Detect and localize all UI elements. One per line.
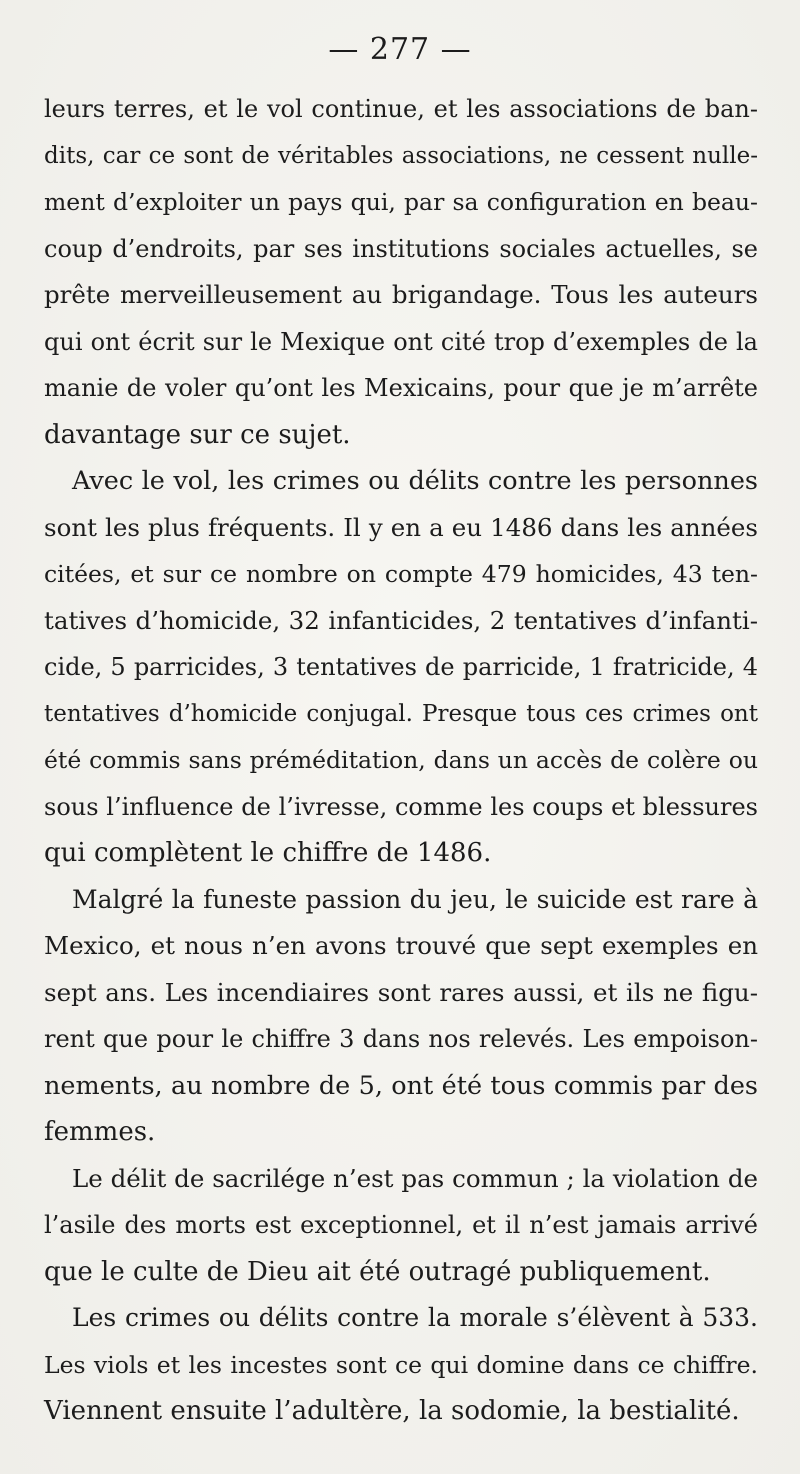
text-line: Le délit de sacrilége n’est pas commun ; la violation de [72, 1163, 758, 1193]
text-line: citées, et sur ce nombre on compte 479 homicides, 43 ten- [44, 560, 758, 588]
text-line: tentatives d’homicide conjugal. Presque tous ces crimes ont [44, 700, 758, 727]
paragraph [44, 1295, 758, 1435]
text-line: davantage sur ce sujet. [44, 419, 351, 450]
paragraph [44, 877, 758, 1156]
text-line: femmes. [44, 1117, 156, 1147]
paragraph [44, 1156, 758, 1296]
text-line: l’asile des morts est exceptionnel, et il n’est jamais arrivé [44, 1211, 758, 1239]
text-line: sont les plus fréquents. Il y en a eu 1486 dans les années [44, 512, 758, 542]
text-line: manie de voler qu’ont les Mexicains, pour que je m’arrête [44, 374, 758, 402]
text-line: été commis sans préméditation, dans un accès de colère ou [44, 746, 758, 774]
text-line: prête merveilleusement au brigandage. Tous les auteurs [44, 280, 758, 309]
text-line: sous l’influence de l’ivresse, comme les coups et blessures [44, 792, 758, 821]
text-line: Les viols et les incestes sont ce qui domine dans ce chiffre. [44, 1350, 758, 1379]
text-line: coup d’endroits, par ses institutions sociales actuelles, se [44, 234, 758, 263]
text-line: Mexico, et nous n’en avons trouvé que sept exemples en [44, 931, 758, 960]
text-line: rent que pour le chiffre 3 dans nos relevés. Les empoison- [44, 1025, 758, 1053]
text-line: sept ans. Les incendiaires sont rares aussi, et ils ne figu- [44, 977, 758, 1007]
text-line: Viennent ensuite l’adultère, la sodomie, la bestialité. [44, 1396, 740, 1426]
paragraph [44, 86, 758, 458]
page-number: — 277 — [328, 32, 472, 67]
text-line: Les crimes ou délits contre la morale s’élèvent à 533. [72, 1303, 758, 1332]
text-line: qui complètent le chiffre de 1486. [44, 838, 492, 868]
text-line: cide, 5 parricides, 3 tentatives de parricide, 1 fratricide, 4 [44, 653, 758, 681]
text-line: tatives d’homicide, 32 infanticides, 2 tentatives d’infanti- [44, 605, 758, 635]
text-line: Malgré la funeste passion du jeu, le suicide est rare à [72, 884, 758, 914]
body-text [44, 86, 758, 1435]
text-line: ment d’exploiter un pays qui, par sa configuration en beau- [44, 188, 758, 216]
paragraph [44, 458, 758, 877]
text-line: qui ont écrit sur le Mexique ont cité trop d’exemples de la [44, 327, 758, 356]
text-line: Avec le vol, les crimes ou délits contre les personnes [72, 466, 758, 496]
text-line: leurs terres, et le vol continue, et les associations de ban- [44, 95, 758, 123]
text-line: que le culte de Dieu ait été outragé publiquement. [44, 1256, 711, 1287]
text-line: nements, au nombre de 5, ont été tous commis par des [44, 1070, 758, 1101]
text-line: dits, car ce sont de véritables associations, ne cessent nulle- [44, 142, 758, 169]
